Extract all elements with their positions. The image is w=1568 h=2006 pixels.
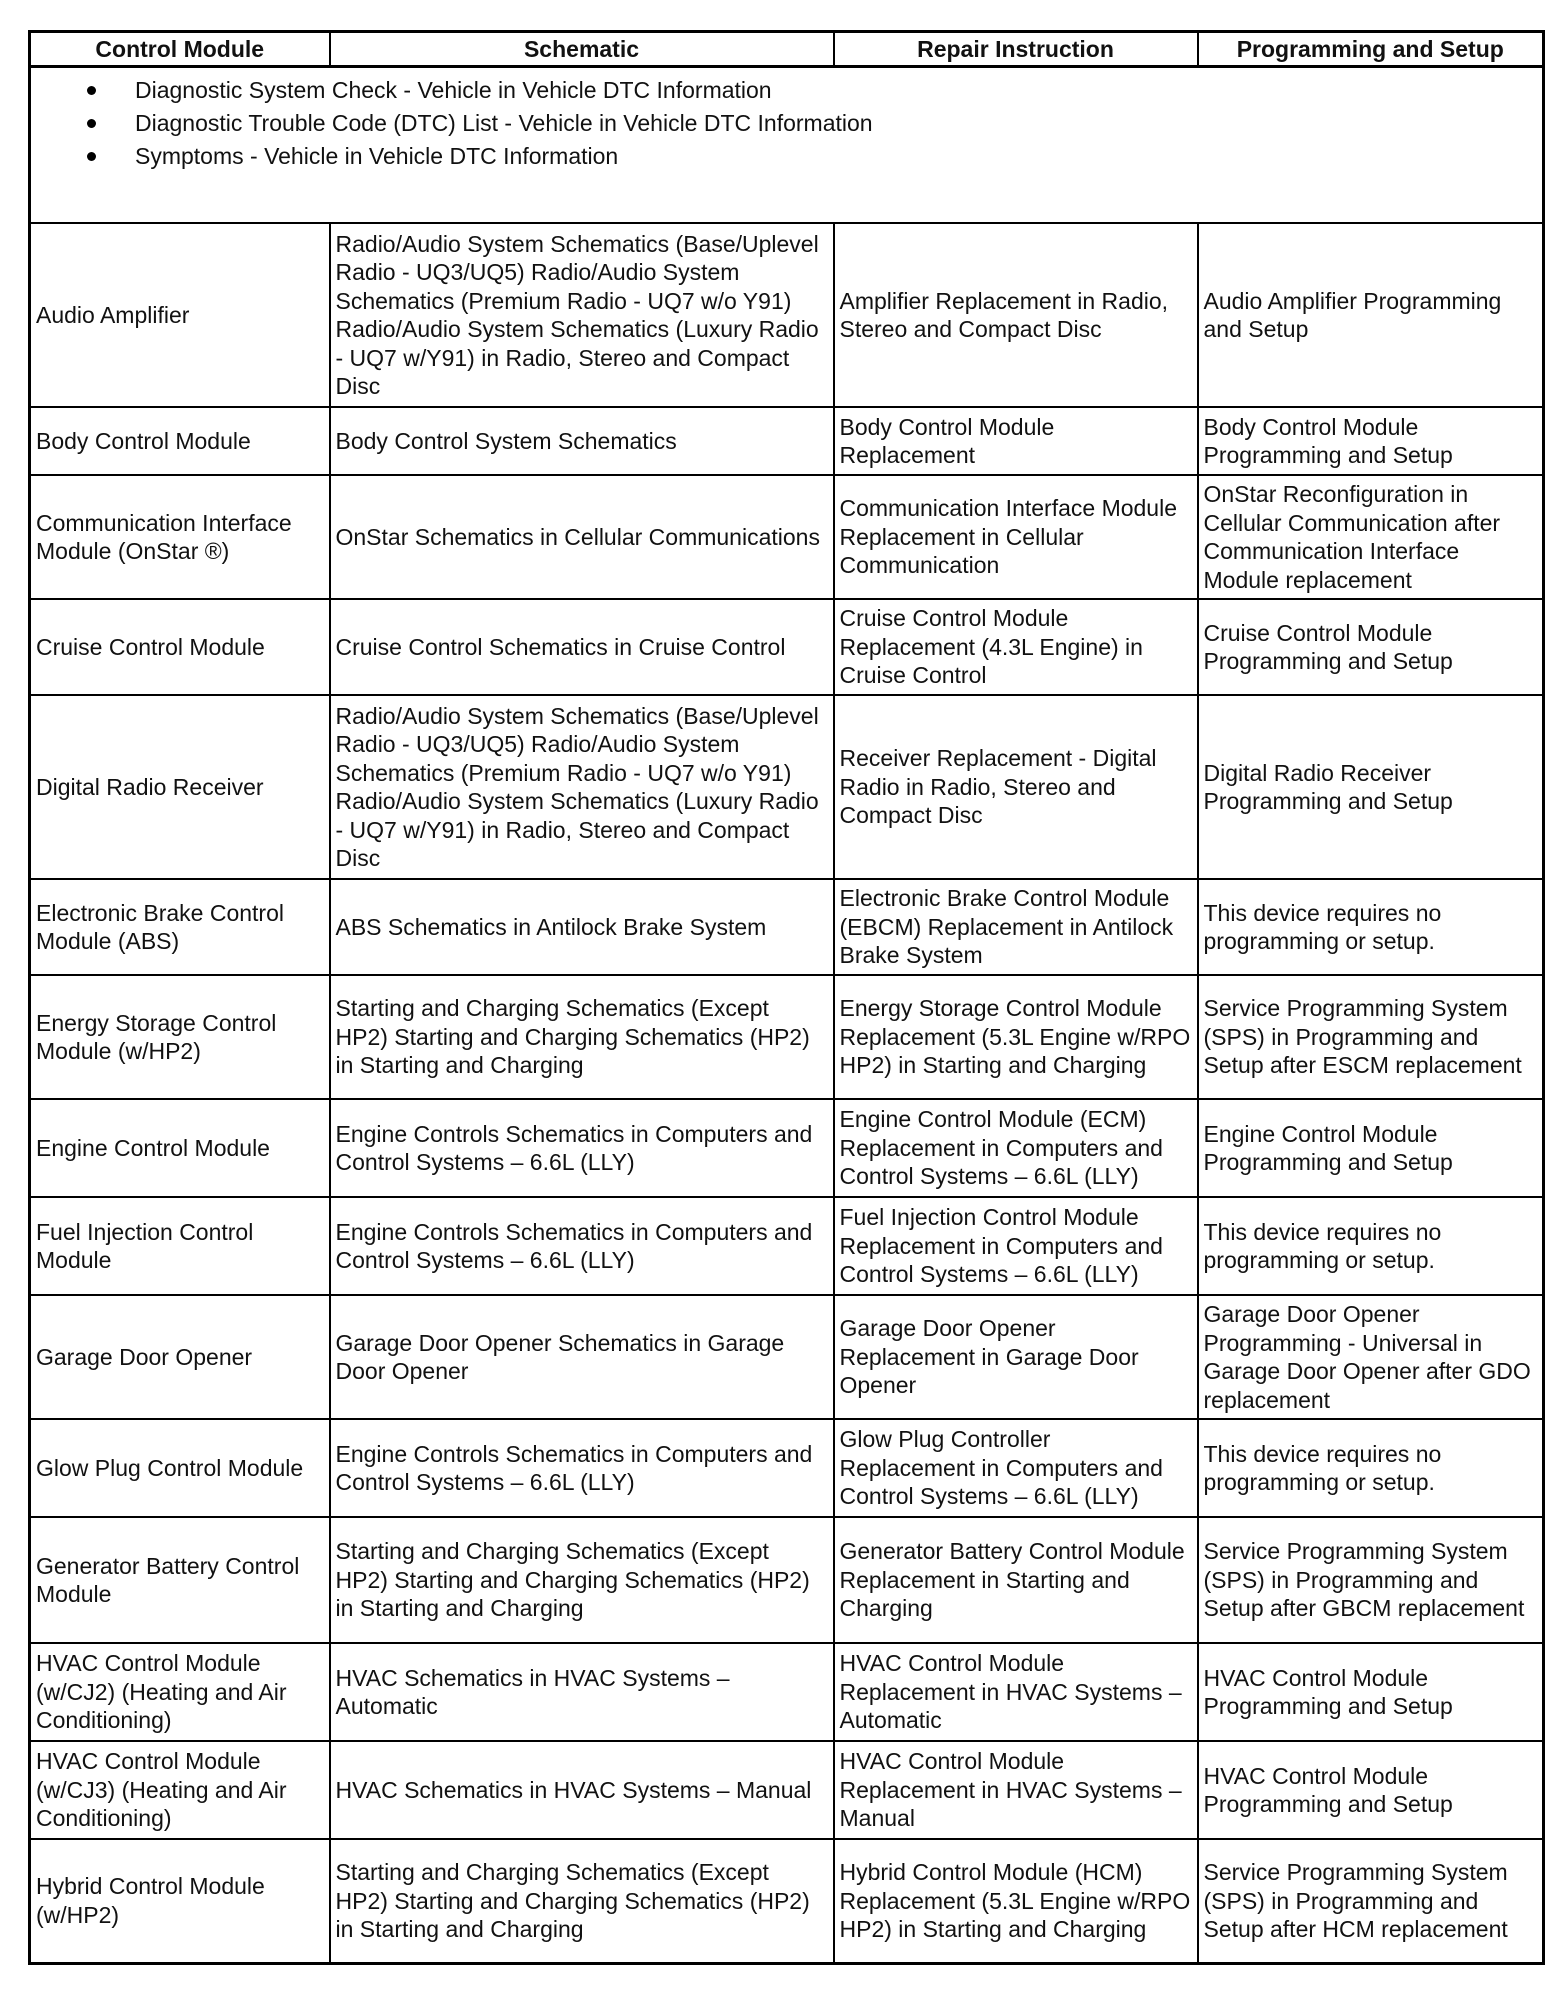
header-programming-setup: Programming and Setup	[1198, 32, 1544, 67]
schematic-cell[interactable]: Cruise Control Schematics in Cruise Control	[330, 599, 834, 695]
module-cell: HVAC Control Module (w/CJ2) (Heating and Air Conditioning)	[30, 1643, 330, 1741]
table-row	[30, 599, 1544, 695]
table-row	[30, 975, 1544, 1099]
module-cell: Digital Radio Receiver	[30, 695, 330, 879]
programming-setup-cell[interactable]: Digital Radio Receiver Programming and Setup	[1198, 695, 1544, 879]
schematic-cell[interactable]: Starting and Charging Schematics (Except HP2) Starting and Charging Schematics (HP2) in Starting and Charging	[330, 975, 834, 1099]
schematic-cell[interactable]: Engine Controls Schematics in Computers and Control Systems – 6.6L (LLY)	[330, 1099, 834, 1197]
repair-instruction-cell[interactable]: Glow Plug Controller Replacement in Computers and Control Systems – 6.6L (LLY)	[834, 1419, 1198, 1517]
schematic-cell[interactable]: Starting and Charging Schematics (Except HP2) Starting and Charging Schematics (HP2) in Starting and Charging	[330, 1517, 834, 1643]
module-cell: Fuel Injection Control Module	[30, 1197, 330, 1295]
info-item[interactable]	[31, 140, 1542, 173]
table-row	[30, 1517, 1544, 1643]
programming-setup-cell[interactable]: Service Programming System (SPS) in Programming and Setup after ESCM replacement	[1198, 975, 1544, 1099]
header-schematic: Schematic	[330, 32, 834, 67]
table-row	[30, 695, 1544, 879]
table-row	[30, 1741, 1544, 1839]
schematic-cell[interactable]: Body Control System Schematics	[330, 407, 834, 475]
table-row	[30, 1295, 1544, 1419]
info-item-text: Diagnostic System Check - Vehicle in Vehicle DTC Information	[135, 77, 772, 103]
schematic-cell[interactable]: HVAC Schematics in HVAC Systems – Manual	[330, 1741, 834, 1839]
schematic-cell[interactable]: Radio/Audio System Schematics (Base/Uplevel Radio - UQ3/UQ5) Radio/Audio System Schematics (Premium Radio - UQ7 w/o Y91) Radio/Audio System Schematics (Luxury Radio - UQ7 w/Y91) in Radio, Stereo and Compact Disc	[330, 223, 834, 407]
repair-instruction-cell[interactable]: Garage Door Opener Replacement in Garage Door Opener	[834, 1295, 1198, 1419]
document-page	[28, 30, 1542, 1965]
module-cell: Engine Control Module	[30, 1099, 330, 1197]
repair-instruction-cell[interactable]: Hybrid Control Module (HCM) Replacement (5.3L Engine w/RPO HP2) in Starting and Charging	[834, 1839, 1198, 1963]
table-row	[30, 407, 1544, 475]
repair-instruction-cell[interactable]: Energy Storage Control Module Replacement (5.3L Engine w/RPO HP2) in Starting and Charging	[834, 975, 1198, 1099]
module-cell: Generator Battery Control Module	[30, 1517, 330, 1643]
programming-setup-cell[interactable]: This device requires no programming or setup.	[1198, 1197, 1544, 1295]
schematic-cell[interactable]: ABS Schematics in Antilock Brake System	[330, 879, 834, 975]
info-item[interactable]	[31, 74, 1542, 107]
repair-instruction-cell[interactable]: Body Control Module Replacement	[834, 407, 1198, 475]
programming-setup-cell[interactable]: HVAC Control Module Programming and Setup	[1198, 1741, 1544, 1839]
bullet-icon	[87, 119, 96, 128]
module-cell: Electronic Brake Control Module (ABS)	[30, 879, 330, 975]
header-repair-instruction: Repair Instruction	[834, 32, 1198, 67]
table-row	[30, 1197, 1544, 1295]
schematic-cell[interactable]: Starting and Charging Schematics (Except HP2) Starting and Charging Schematics (HP2) in Starting and Charging	[330, 1839, 834, 1963]
module-cell: Audio Amplifier	[30, 223, 330, 407]
module-cell: Hybrid Control Module (w/HP2)	[30, 1839, 330, 1963]
schematic-cell[interactable]: Garage Door Opener Schematics in Garage Door Opener	[330, 1295, 834, 1419]
module-cell: Glow Plug Control Module	[30, 1419, 330, 1517]
bullet-icon	[87, 152, 96, 161]
repair-instruction-cell[interactable]: HVAC Control Module Replacement in HVAC Systems – Automatic	[834, 1643, 1198, 1741]
repair-instruction-cell[interactable]: Generator Battery Control Module Replacement in Starting and Charging	[834, 1517, 1198, 1643]
programming-setup-cell[interactable]: Cruise Control Module Programming and Setup	[1198, 599, 1544, 695]
module-cell: HVAC Control Module (w/CJ3) (Heating and Air Conditioning)	[30, 1741, 330, 1839]
schematic-cell[interactable]: Engine Controls Schematics in Computers and Control Systems – 6.6L (LLY)	[330, 1419, 834, 1517]
table-header-row	[30, 32, 1544, 67]
repair-instruction-cell[interactable]: Receiver Replacement - Digital Radio in Radio, Stereo and Compact Disc	[834, 695, 1198, 879]
info-item-text: Symptoms - Vehicle in Vehicle DTC Information	[135, 143, 619, 169]
table-row	[30, 879, 1544, 975]
repair-instruction-cell[interactable]: Electronic Brake Control Module (EBCM) Replacement in Antilock Brake System	[834, 879, 1198, 975]
programming-setup-cell[interactable]: Engine Control Module Programming and Setup	[1198, 1099, 1544, 1197]
table-row	[30, 1839, 1544, 1963]
programming-setup-cell[interactable]: Service Programming System (SPS) in Programming and Setup after HCM replacement	[1198, 1839, 1544, 1963]
table-row	[30, 223, 1544, 407]
module-cell: Energy Storage Control Module (w/HP2)	[30, 975, 330, 1099]
repair-instruction-cell[interactable]: HVAC Control Module Replacement in HVAC Systems – Manual	[834, 1741, 1198, 1839]
schematic-cell[interactable]: Engine Controls Schematics in Computers and Control Systems – 6.6L (LLY)	[330, 1197, 834, 1295]
table-row	[30, 1643, 1544, 1741]
programming-setup-cell[interactable]: OnStar Reconfiguration in Cellular Communication after Communication Interface Module replacement	[1198, 475, 1544, 599]
programming-setup-cell[interactable]: This device requires no programming or setup.	[1198, 879, 1544, 975]
info-row	[30, 67, 1544, 224]
programming-setup-cell[interactable]: Audio Amplifier Programming and Setup	[1198, 223, 1544, 407]
table-row	[30, 475, 1544, 599]
module-cell: Cruise Control Module	[30, 599, 330, 695]
schematic-cell[interactable]: OnStar Schematics in Cellular Communications	[330, 475, 834, 599]
schematic-cell[interactable]: Radio/Audio System Schematics (Base/Uplevel Radio - UQ3/UQ5) Radio/Audio System Schematics (Premium Radio - UQ7 w/o Y91) Radio/Audio System Schematics (Luxury Radio - UQ7 w/Y91) in Radio, Stereo and Compact Disc	[330, 695, 834, 879]
module-cell: Body Control Module	[30, 407, 330, 475]
module-cell: Communication Interface Module (OnStar ®)	[30, 475, 330, 599]
repair-instruction-cell[interactable]: Cruise Control Module Replacement (4.3L Engine) in Cruise Control	[834, 599, 1198, 695]
header-control-module: Control Module	[30, 32, 330, 67]
table-row	[30, 1419, 1544, 1517]
info-item-text: Diagnostic Trouble Code (DTC) List - Vehicle in Vehicle DTC Information	[135, 110, 873, 136]
table-row	[30, 1099, 1544, 1197]
programming-setup-cell[interactable]: Garage Door Opener Programming - Universal in Garage Door Opener after GDO replacement	[1198, 1295, 1544, 1419]
repair-instruction-cell[interactable]: Fuel Injection Control Module Replacement in Computers and Control Systems – 6.6L (LLY)	[834, 1197, 1198, 1295]
programming-setup-cell[interactable]: This device requires no programming or setup.	[1198, 1419, 1544, 1517]
programming-setup-cell[interactable]: HVAC Control Module Programming and Setup	[1198, 1643, 1544, 1741]
diagnostic-info-cell	[30, 67, 1544, 224]
control-module-table	[28, 30, 1545, 1965]
repair-instruction-cell[interactable]: Communication Interface Module Replacement in Cellular Communication	[834, 475, 1198, 599]
schematic-cell[interactable]: HVAC Schematics in HVAC Systems – Automatic	[330, 1643, 834, 1741]
programming-setup-cell[interactable]: Service Programming System (SPS) in Programming and Setup after GBCM replacement	[1198, 1517, 1544, 1643]
info-item[interactable]	[31, 107, 1542, 140]
repair-instruction-cell[interactable]: Amplifier Replacement in Radio, Stereo and Compact Disc	[834, 223, 1198, 407]
module-cell: Garage Door Opener	[30, 1295, 330, 1419]
bullet-icon	[87, 86, 96, 95]
programming-setup-cell[interactable]: Body Control Module Programming and Setup	[1198, 407, 1544, 475]
diagnostic-info-list	[31, 74, 1542, 173]
repair-instruction-cell[interactable]: Engine Control Module (ECM) Replacement in Computers and Control Systems – 6.6L (LLY)	[834, 1099, 1198, 1197]
